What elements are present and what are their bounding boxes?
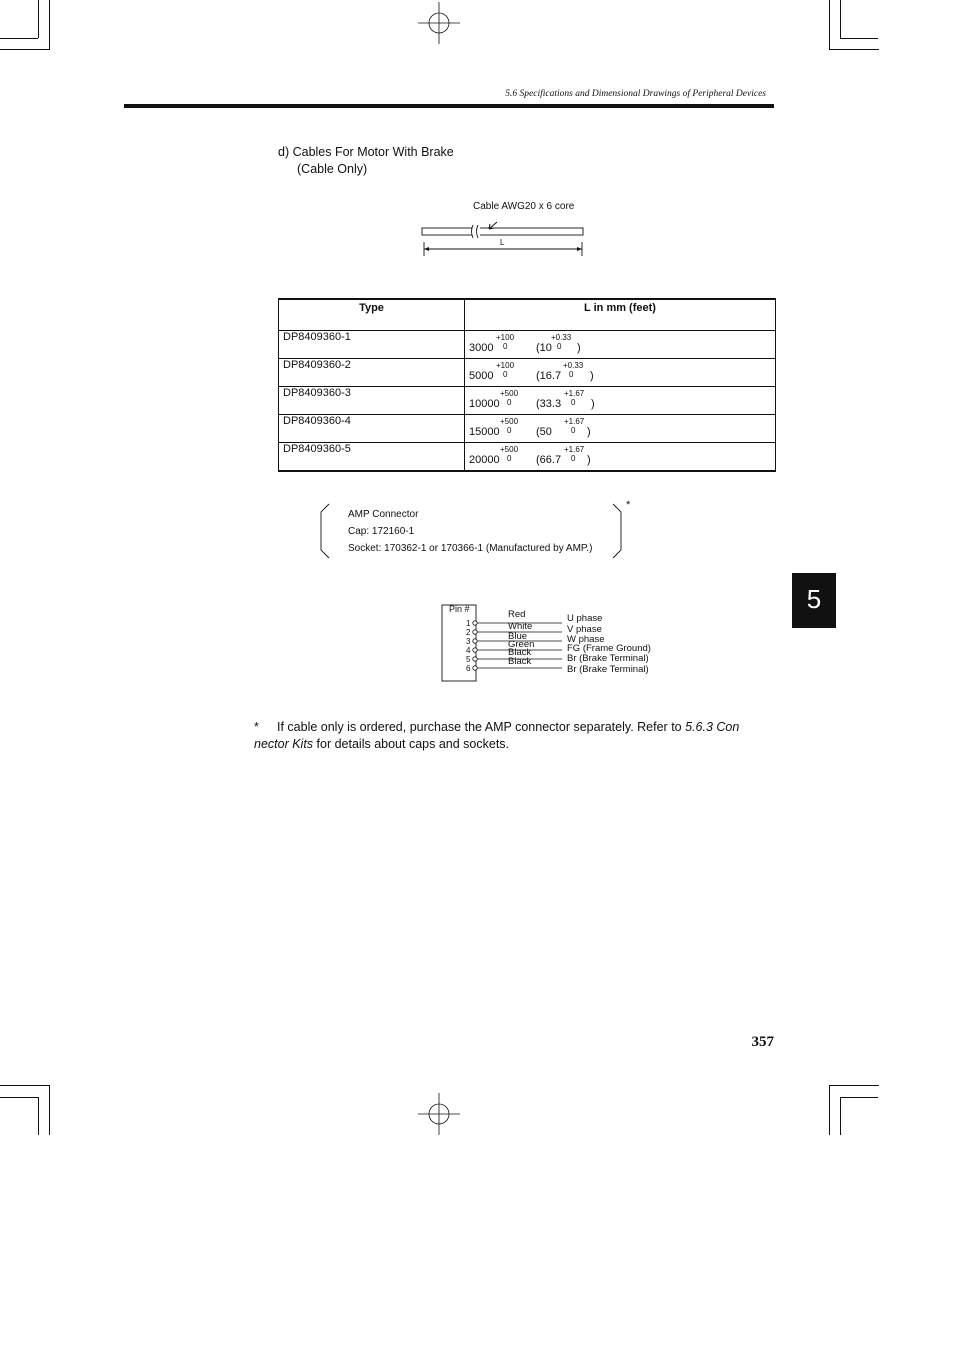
- connector-socket: Socket: 170362-1 or 170366-1 (Manufactured by AMP.): [348, 543, 593, 554]
- pin-number: 3: [466, 637, 471, 646]
- section-title: [278, 144, 454, 178]
- connector-cap: Cap: 172160-1: [348, 526, 415, 537]
- signal-name: U phase: [567, 613, 603, 624]
- type-cell: DP8409360-3: [279, 387, 465, 415]
- chapter-tab: 5: [792, 573, 836, 628]
- pin-number: 1: [466, 619, 471, 628]
- table-row: [279, 331, 776, 359]
- connector-title: AMP Connector: [348, 509, 419, 520]
- column-header-type: Type: [279, 299, 465, 331]
- length-cell: 5000 +100 0 (16.7 +0.33 0 ): [465, 359, 776, 387]
- length-cell: 3000 +100 0 (10 +0.33 0 ): [465, 331, 776, 359]
- footnote-ref-a: 5.6.3 Con: [685, 720, 740, 734]
- cable-label: Cable AWG20 x 6 core: [473, 201, 575, 212]
- page-number: 357: [751, 1034, 774, 1050]
- type-cell: DP8409360-1: [279, 331, 465, 359]
- footnote-mark: *: [254, 720, 259, 734]
- wire-color: White: [508, 621, 533, 632]
- wire-color: Blue: [508, 631, 528, 642]
- pin-number: 4: [466, 646, 471, 655]
- pin-number: 6: [466, 664, 471, 673]
- wire-color: Red: [508, 609, 526, 620]
- signal-name: Br (Brake Terminal): [567, 653, 649, 664]
- registration-mark-bottom: [418, 1093, 460, 1135]
- footnote-ref-b: nector Kits: [254, 737, 314, 751]
- length-label: L: [500, 238, 505, 247]
- length-cell: 20000 +500 0 (66.7 +1.67 0 ): [465, 443, 776, 472]
- cable-drawing: [418, 210, 590, 262]
- table-row: [279, 387, 776, 415]
- signal-name: FG (Frame Ground): [567, 643, 651, 654]
- type-cell: DP8409360-4: [279, 415, 465, 443]
- signal-name: W phase: [567, 634, 605, 645]
- type-cell: DP8409360-5: [279, 443, 465, 472]
- section-title-main: d) Cables For Motor With Brake: [278, 145, 454, 159]
- pin-number: 2: [466, 628, 471, 637]
- pin-header: Pin #: [449, 604, 470, 614]
- section-title-sub: (Cable Only): [297, 162, 368, 176]
- table-row: [279, 415, 776, 443]
- signal-name: Br (Brake Terminal): [567, 664, 649, 675]
- header-rule: [124, 104, 774, 108]
- footnote-text-a: If cable only is ordered, purchase the AMP connector separately. Refer to: [277, 720, 686, 734]
- footnote: [254, 719, 774, 753]
- signal-name: V phase: [567, 624, 602, 635]
- column-header-length: L in mm (feet): [465, 299, 776, 331]
- note-mark: *: [626, 499, 631, 511]
- pinout-diagram: [440, 603, 570, 683]
- wire-color: Black: [508, 647, 532, 658]
- running-header: 5.6 Specifications and Dimensional Drawings of Peripheral Devices: [505, 89, 766, 99]
- cable-spec-table: [278, 298, 776, 472]
- wire-color: Black: [508, 656, 532, 667]
- table-row: [279, 443, 776, 472]
- pin-number: 5: [466, 655, 471, 664]
- registration-mark-top: [418, 2, 460, 44]
- length-cell: 15000 +500 0 (50 +1.67 0 ): [465, 415, 776, 443]
- footnote-text-b: for details about caps and sockets.: [313, 737, 510, 751]
- type-cell: DP8409360-2: [279, 359, 465, 387]
- length-cell: 10000 +500 0 (33.3 +1.67 0 ): [465, 387, 776, 415]
- wire-color: Green: [508, 639, 535, 650]
- table-row: [279, 359, 776, 387]
